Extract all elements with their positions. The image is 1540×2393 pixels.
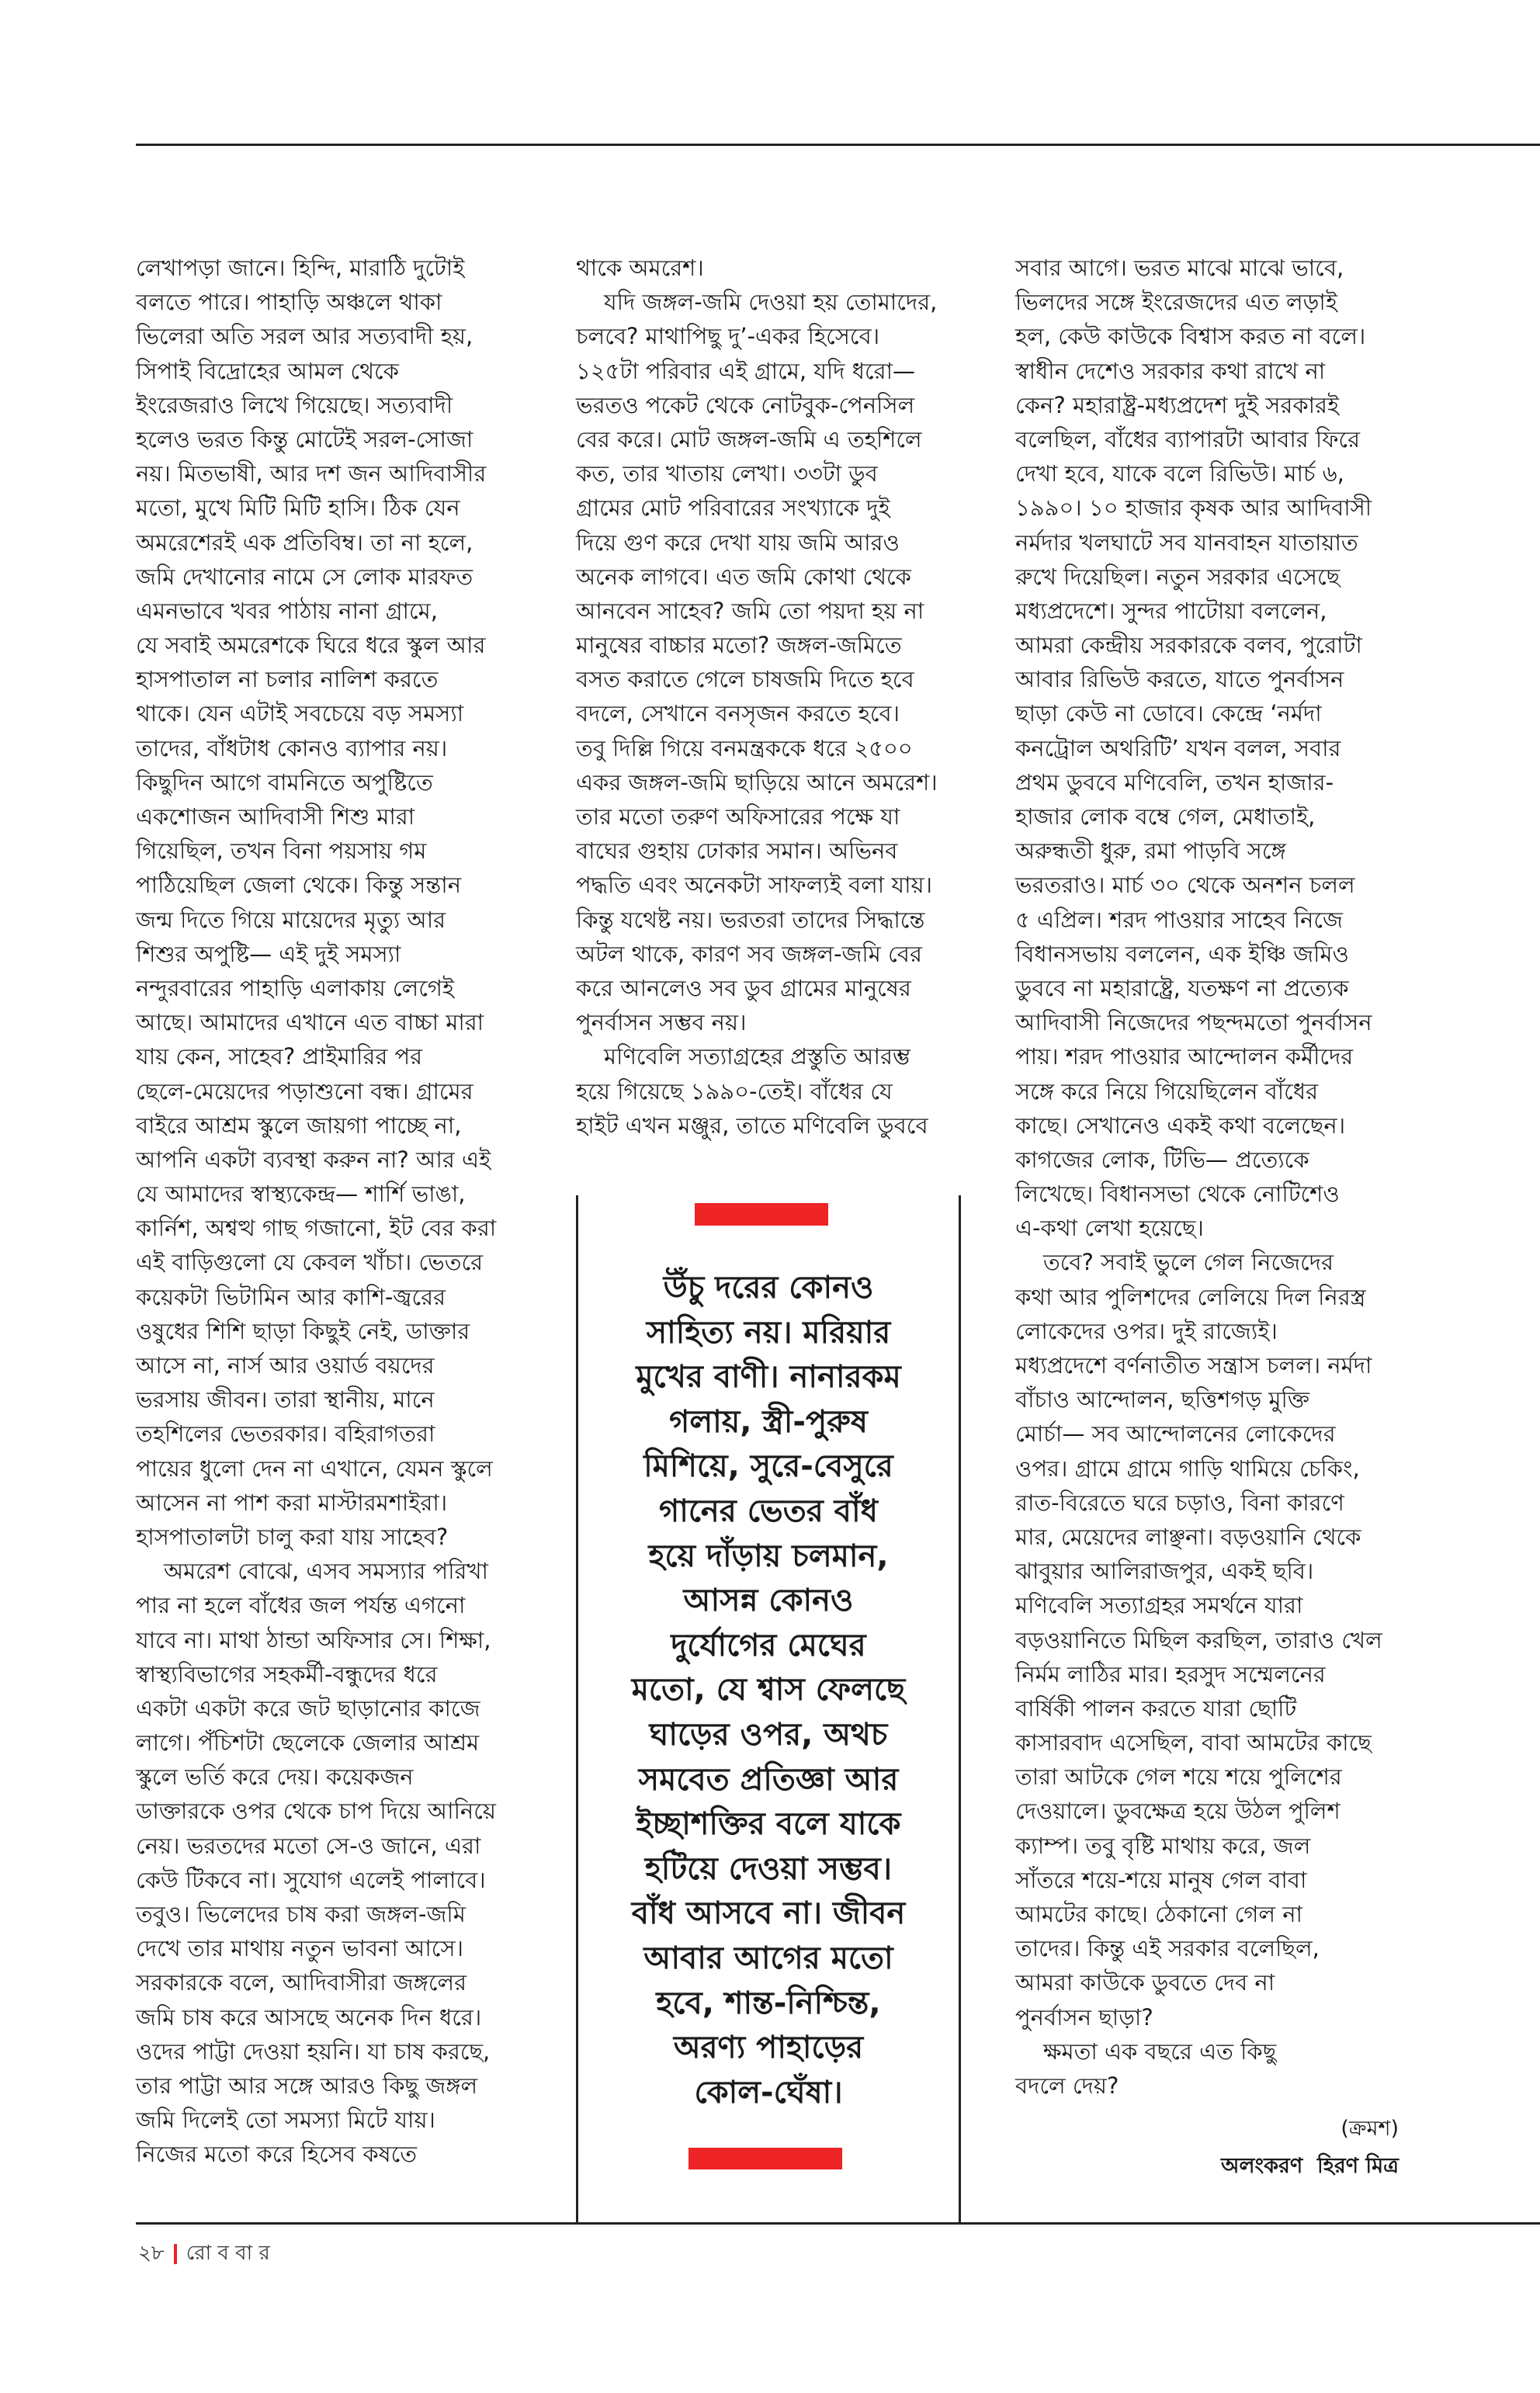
text-line: রাত-বিরেতে ঘরে চড়াও, বিনা কারণে (1015, 1489, 1344, 1516)
pull-quote-line: বাঁধ আসবে না। জীবন (631, 1895, 906, 1932)
text-line: হাসপাতাল না চলার নালিশ করতে (136, 666, 439, 693)
text-line: তার মতো তরুণ অফিসারের পক্ষে যা (576, 803, 900, 830)
text-line: সবার আগে। ভরত মাঝে মাঝে ভাবে, (1015, 255, 1344, 281)
text-line: বসত করাতে গেলে চাষজমি দিতে হবে (576, 666, 914, 693)
text-line: ইংরেজরাও লিখে গিয়েছে। সত্যবাদী (136, 391, 453, 418)
text-line: মণিবেলি সত্যাগ্রহের প্রস্তুতি আরম্ভ (604, 1043, 910, 1070)
text-line: জন্ম দিতে গিয়ে মায়েদের মৃত্যু আর (136, 906, 446, 933)
pull-quote-line: ঘাড়ের ওপর, অথচ (649, 1716, 888, 1753)
pull-quote-line: মুখের বাণী। নানারকম (636, 1359, 901, 1396)
text-line: দেখে তার মাথায় নতুন ভাবনা আসে। (136, 1935, 463, 1962)
magazine-name: রো ব বা র (186, 2242, 270, 2265)
pull-quote-bottom-red-bar (688, 2148, 842, 2169)
text-line: যাবে না। মাথা ঠান্ডা অফিসার সে। শিক্ষা, (136, 1626, 491, 1653)
text-line: স্বাধীন দেশেও সরকার কথা রাখে না (1015, 357, 1326, 384)
text-line: পায়ের ধুলো দেন না এখানে, যেমন স্কুলে (136, 1455, 493, 1482)
text-line: নয়। মিতভাষী, আর দশ জন আদিবাসীর (136, 460, 487, 487)
text-line: মধ্যপ্রদেশে। সুন্দর পাটোয়া বললেন, (1015, 597, 1327, 624)
text-line: বাঘের গুহায় ঢোকার সমান। অভিনব (576, 838, 898, 865)
text-line: অরুন্ধতী ধুরু, রমা পাড়বি সঙ্গে (1015, 838, 1286, 865)
text-line: হাসপাতালটা চালু করা যায় সাহেব? (136, 1523, 449, 1550)
text-line: পদ্ধতি এবং অনেকটা সাফল্যই বলা যায়। (576, 872, 932, 899)
text-line: ডুববে না মহারাষ্ট্রে, যতক্ষণ না প্রত্যেক (1015, 974, 1349, 1001)
text-line: জমি চাষ করে আসছে অনেক দিন ধরে। (136, 2003, 482, 2031)
pull-quote-line: হটিয়ে দেওয়া সম্ভব। (644, 1850, 893, 1887)
text-line: বলেছিল, বাঁধের ব্যাপারটা আবার ফিরে (1015, 425, 1361, 453)
top-rule (136, 144, 1540, 146)
text-line: গ্রামের মোট পরিবারের সংখ্যাকে দুই (576, 494, 890, 522)
text-line: স্কুলে ভর্তি করে দেয়। কয়েকজন (136, 1764, 414, 1791)
text-line: বড়ওয়ানিতে মিছিল করছিল, তারাও খেল (1015, 1626, 1382, 1653)
text-line: ছেলে-মেয়েদের পড়াশুনো বন্ধ। গ্রামের (136, 1077, 473, 1105)
text-line: আছে। আমাদের এখানে এত বাচ্চা মারা (136, 1009, 484, 1036)
text-line: কিন্তু যথেষ্ট নয়। ভরতরা তাদের সিদ্ধান্তে (576, 906, 925, 933)
text-line: নর্মদার খলঘাটে সব যানবাহন যাতায়াত (1015, 529, 1358, 556)
text-line: আপনি একটা ব্যবস্থা করুন না? আর এই (136, 1146, 491, 1173)
text-line: ১৯৯০। ১০ হাজার কৃষক আর আদিবাসী (1015, 494, 1372, 522)
text-line: শিশুর অপুষ্টি— এই দুই সমস্যা (136, 940, 401, 967)
text-line: প্রথম ডুববে মণিবেলি, তখন হাজার- (1015, 768, 1334, 796)
text-line: একটা একটা করে জট ছাড়ানোর কাজে (136, 1694, 480, 1722)
text-line: নিজের মতো করে হিসেব কষতে (136, 2141, 418, 2168)
text-line: তবে? সবাই ভুলে গেল নিজেদের (1043, 1249, 1334, 1276)
text-line: আনবেন সাহেব? জমি তো পয়দা হয় না (576, 597, 924, 624)
text-line: বিধানসভায় বললেন, এক ইঞ্চি জমিও (1015, 940, 1349, 967)
text-line: যে আমাদের স্বাস্থ্যকেন্দ্র— শার্শি ভাঙা, (136, 1181, 466, 1208)
text-line: অটল থাকে, কারণ সব জঙ্গল-জমি বের (576, 940, 922, 967)
pull-quote-line: সাহিত্য নয়। মরিয়ার (646, 1314, 891, 1351)
text-line: কত, তার খাতায় লেখা। ৩৩টা ডুব (576, 460, 878, 487)
text-line: হাজার লোক বম্বে গেল, মেধাতাই, (1015, 803, 1316, 830)
text-line: পুনর্বাসন ছাড়া? (1015, 2003, 1153, 2031)
text-line: যে সবাই অমরেশকে ঘিরে ধরে স্কুল আর (136, 632, 486, 659)
pull-quote-top-red-bar (695, 1203, 828, 1226)
text-line: কনট্রোল অথরিটি’ যখন বলল, সবার (1015, 734, 1341, 761)
text-line: চলবে? মাথাপিছু দু’-একর হিসেবে। (576, 323, 880, 350)
to-be-continued-label: (ক্রমশ) (1341, 2117, 1399, 2141)
article-column-1 (136, 251, 520, 2172)
text-line: পার না হলে বাঁধের জল পর্যন্ত এগনো (136, 1592, 466, 1619)
text-line: করে আনলেও সব ডুব গ্রামের মানুষের (576, 974, 911, 1001)
text-line: বাঁচাও আন্দোলন, ছত্তিশগড় মুক্তি (1015, 1386, 1309, 1413)
text-line: কাছে। সেখানেও একই কথা বলেছেন। (1015, 1112, 1346, 1139)
footer-divider (174, 2244, 177, 2264)
pull-quote-line: গানের ভেতর বাঁধ (659, 1493, 878, 1529)
pull-quote-line: দুর্যোগের মেঘের (671, 1627, 866, 1663)
text-line: ছাড়া কেউ না ডোবে। কেন্দ্রে ‘নর্মদা (1015, 700, 1322, 727)
pull-quote (590, 1266, 947, 2115)
text-line: হাইট এখন মঞ্জুর, তাতে মণিবেলি ডুববে (576, 1112, 928, 1139)
text-line: পাঠিয়েছিল জেলা থেকে। কিন্তু সন্তান (136, 872, 462, 899)
pull-quote-line: কোল-ঘেঁষা। (694, 2074, 843, 2110)
pull-quote-line: হয়ে দাঁড়ায় চলমান, (648, 1538, 889, 1574)
text-line: তাদের। কিন্তু এই সরকার বলেছিল, (1015, 1935, 1320, 1962)
text-line: আদিবাসী নিজেদের পছন্দমতো পুনর্বাসন (1015, 1009, 1372, 1036)
text-line: মার, মেয়েদের লাঞ্ছনা। বড়ওয়ানি থেকে (1015, 1523, 1361, 1550)
text-line: তারা আটকে গেল শয়ে শয়ে পুলিশের (1015, 1764, 1342, 1791)
text-line: রুখে দিয়েছিল। নতুন সরকার এসেছে (1015, 563, 1341, 590)
text-line: পুনর্বাসন সম্ভব নয়। (576, 1009, 747, 1036)
text-line: লিখেছে। বিধানসভা থেকে নোটিশেও (1015, 1181, 1340, 1208)
text-line: ভরতও পকেট থেকে নোটবুক-পেনসিল (576, 391, 915, 418)
text-line: অনেক লাগবে। এত জমি কোথা থেকে (576, 563, 911, 590)
text-line: ভিলদের সঙ্গে ইংরেজদের এত লড়াই (1015, 289, 1337, 316)
text-line: হল, কেউ কাউকে বিশ্বাস করত না বলে। (1015, 323, 1366, 350)
text-line: বদলে দেয়? (1015, 2072, 1119, 2099)
text-line: ভরসায় জীবন। তারা স্থানীয়, মানে (136, 1386, 435, 1413)
text-line: নন্দুরবারের পাহাড়ি এলাকায় লেগেই (136, 974, 455, 1001)
text-line: তার পাট্টা আর সঙ্গে আরও কিছু জঙ্গল (136, 2072, 478, 2099)
text-line: জমি দিলেই তো সমস্যা মিটে যায়। (136, 2107, 435, 2134)
pull-quote-line: মিশিয়ে, সুরে-বেসুরে (643, 1448, 893, 1485)
pull-quote-line: আসন্ন কোনও (683, 1583, 854, 1619)
text-line: কার্নিশ, অশ্বত্থ গাছ গজানো, ইট বের করা (136, 1215, 497, 1242)
text-line: জমি দেখানোর নামে সে লোক মারফত (136, 563, 473, 590)
text-line: নির্মম লাঠির মার। হরসুদ সম্মেলনের (1015, 1660, 1326, 1687)
text-line: একশোজন আদিবাসী শিশু মারা (136, 803, 415, 830)
article-column-2 (576, 251, 960, 1143)
text-line: ক্ষমতা এক বছরে এত কিছু (1043, 2038, 1277, 2065)
text-line: ওদের পাট্টা দেওয়া হয়নি। যা চাষ করছে, (136, 2038, 491, 2065)
text-line: তবু দিল্লি গিয়ে বনমন্ত্রককে ধরে ২৫০০ (576, 734, 913, 761)
text-line: বের করে। মোট জঙ্গল-জমি এ তহশিলে (576, 425, 922, 453)
text-line: থাকে অমরেশ। (576, 255, 704, 281)
text-line: কিছুদিন আগে বামনিতে অপুষ্টিতে (136, 768, 433, 796)
pull-quote-left-rule (576, 1195, 578, 2224)
text-line: ঝাবুয়ার আলিরাজপুর, একই ছবি। (1015, 1558, 1314, 1585)
text-line: স্বাস্থ্যবিভাগের সহকর্মী-বন্ধুদের ধরে (136, 1660, 438, 1687)
pull-quote-line: ইচ্ছাশক্তির বলে যাকে (636, 1806, 901, 1843)
illustration-credit: অলংকরণ হিরণ মিত্র (1220, 2154, 1399, 2178)
page-number: ২৮ (138, 2242, 165, 2265)
article-column-3 (1015, 251, 1403, 2103)
page-footer (138, 2237, 270, 2271)
text-line: বার্ষিকী পালন করতে যারা ছোটি (1015, 1694, 1297, 1722)
text-line: ৫ এপ্রিল। শরদ পাওয়ার সাহেব নিজে (1015, 906, 1343, 933)
text-line: ভরতরাও। মার্চ ৩০ থেকে অনশন চলল (1015, 872, 1355, 899)
text-line: বলতে পারে। পাহাড়ি অঞ্চলে থাকা (136, 289, 442, 316)
text-line: তবুও। ভিলেদের চাষ করা জঙ্গল-জমি (136, 1901, 466, 1927)
text-line: ভিলেরা অতি সরল আর সত্যবাদী হয়, (136, 323, 473, 350)
text-line: এই বাড়িগুলো যে কেবল খাঁচা। ভেতরে (136, 1249, 484, 1276)
text-line: তহশিলের ভেতরকার। বহিরাগতরা (136, 1420, 435, 1448)
text-line: একর জঙ্গল-জমি ছাড়িয়ে আনে অমরেশ। (576, 768, 938, 796)
pull-quote-right-rule (959, 1195, 961, 2224)
pull-quote-line: উঁচু দরের কোনও (663, 1270, 874, 1306)
pull-quote-line: মতো, যে শ্বাস ফেলছে (631, 1672, 906, 1708)
text-line: কথা আর পুলিশদের লেলিয়ে দিল নিরস্ত্র (1015, 1283, 1366, 1310)
text-line: যদি জঙ্গল-জমি দেওয়া হয় তোমাদের, (604, 289, 938, 316)
bottom-rule (136, 2222, 1540, 2225)
text-line: অমরেশ বোঝে, এসব সমস্যার পরিখা (164, 1558, 488, 1585)
text-line: হয়ে গিয়েছে ১৯৯০-তেই। বাঁধের যে (576, 1077, 893, 1105)
pull-quote-line: আবার আগের মতো (643, 1940, 893, 1976)
text-line: কেন? মহারাষ্ট্র-মধ্যপ্রদেশ দুই সরকারই (1015, 391, 1340, 418)
text-line: অমরেশেরই এক প্রতিবিম্ব। তা না হলে, (136, 529, 473, 556)
text-line: আবার রিভিউ করতে, যাতে পুনর্বাসন (1015, 666, 1344, 693)
text-line: মধ্যপ্রদেশে বর্ণনাতীত সন্ত্রাস চলল। নর্মদা (1015, 1352, 1372, 1379)
pull-quote-line: হবে, শান্ত-নিশ্চিন্ত, (656, 1985, 881, 2021)
text-line: দেওয়ালে। ডুবক্ষেত্র হয়ে উঠল পুলিশ (1015, 1798, 1341, 1825)
text-line: আমটের কাছে। ঠেকানো গেল না (1015, 1901, 1302, 1927)
text-line: মণিবেলি সত্যাগ্রহর সমর্থনে যারা (1015, 1592, 1303, 1619)
text-line: সরকারকে বলে, আদিবাসীরা জঙ্গলের (136, 1969, 467, 1996)
text-line: আসে না, নার্স আর ওয়ার্ড বয়দের (136, 1352, 435, 1379)
pull-quote-line: সমবেত প্রতিজ্ঞা আর (638, 1761, 899, 1798)
text-line: মানুষের বাচ্চার মতো? জঙ্গল-জমিতে (576, 632, 902, 659)
text-line: কাগজের লোক, টিভি— প্রত্যেকে (1015, 1146, 1309, 1173)
text-line: আসেন না পাশ করা মাস্টারমশাইরা। (136, 1489, 448, 1516)
text-line: এ-কথা লেখা হয়েছে। (1015, 1215, 1204, 1242)
text-line: হলেও ভরত কিন্তু মোটেই সরল-সোজা (136, 425, 473, 453)
text-line: লোকেদের ওপর। দুই রাজ্যেই। (1015, 1317, 1278, 1344)
text-line: ওপর। গ্রামে গ্রামে গাড়ি থামিয়ে চেকিং, (1015, 1455, 1360, 1482)
text-line: বদলে, সেখানে বনসৃজন করতে হবে। (576, 700, 900, 727)
text-line: পায়। শরদ পাওয়ার আন্দোলন কর্মীদের (1015, 1043, 1354, 1070)
text-line: দিয়ে গুণ করে দেখা যায় জমি আরও (576, 529, 900, 556)
text-line: ক্যাম্প। তবু বৃষ্টি মাথায় করে, জল (1015, 1832, 1311, 1859)
text-line: বাইরে আশ্রম স্কুলে জায়গা পাচ্ছে না, (136, 1112, 462, 1139)
text-line: তাদের, বাঁধটাধ কোনও ব্যাপার নয়। (136, 734, 448, 761)
text-line: ডাক্তারকে ওপর থেকে চাপ দিয়ে আনিয়ে (136, 1798, 496, 1825)
text-line: সাঁতরে শয়ে-শয়ে মানুষ গেল বাবা (1015, 1866, 1307, 1893)
text-line: লেখাপড়া জানে। হিন্দি, মারাঠি দুটোই (136, 255, 465, 281)
text-line: কয়েকটা ভিটামিন আর কাশি-জ্বরের (136, 1283, 446, 1310)
text-line: আমরা কেন্দ্রীয় সরকারকে বলব, পুরোটা (1015, 632, 1362, 659)
text-line: ওষুধের শিশি ছাড়া কিছুই নেই, ডাক্তার (136, 1317, 470, 1344)
text-line: ১২৫টা পরিবার এই গ্রামে, যদি ধরো— (576, 357, 915, 384)
text-line: মতো, মুখে মিটি মিটি হাসি। ঠিক যেন (136, 494, 460, 522)
text-line: সঙ্গে করে নিয়ে গিয়েছিলেন বাঁধের (1015, 1077, 1319, 1105)
text-line: কাসারবাদ এসেছিল, বাবা আমটের কাছে (1015, 1729, 1372, 1757)
text-line: এমনভাবে খবর পাঠায় নানা গ্রামে, (136, 597, 438, 624)
text-line: লাগে। পঁচিশটা ছেলেকে জেলার আশ্রম (136, 1729, 480, 1757)
text-line: নেয়। ভরতদের মতো সে-ও জানে, এরা (136, 1832, 481, 1859)
text-line: থাকে। যেন এটাই সবচেয়ে বড় সমস্যা (136, 700, 464, 727)
text-line: যায় কেন, সাহেব? প্রাইমারির পর (136, 1043, 423, 1070)
pull-quote-line: গলায়, স্ত্রী-পুরুষ (669, 1403, 868, 1440)
text-line: গিয়েছিল, তখন বিনা পয়সায় গম (136, 838, 427, 865)
text-line: মোর্চা— সব আন্দোলনের লোকেদের (1015, 1420, 1336, 1448)
pull-quote-line: অরণ্য পাহাড়ের (673, 2030, 864, 2066)
text-line: সিপাই বিদ্রোহের আমল থেকে (136, 357, 399, 384)
text-line: আমরা কাউকে ডুবতে দেব না (1015, 1969, 1275, 1996)
text-line: কেউ টিকবে না। সুযোগ এলেই পালাবে। (136, 1866, 486, 1893)
text-line: দেখা হবে, যাকে বলে রিভিউ। মার্চ ৬, (1015, 460, 1344, 487)
